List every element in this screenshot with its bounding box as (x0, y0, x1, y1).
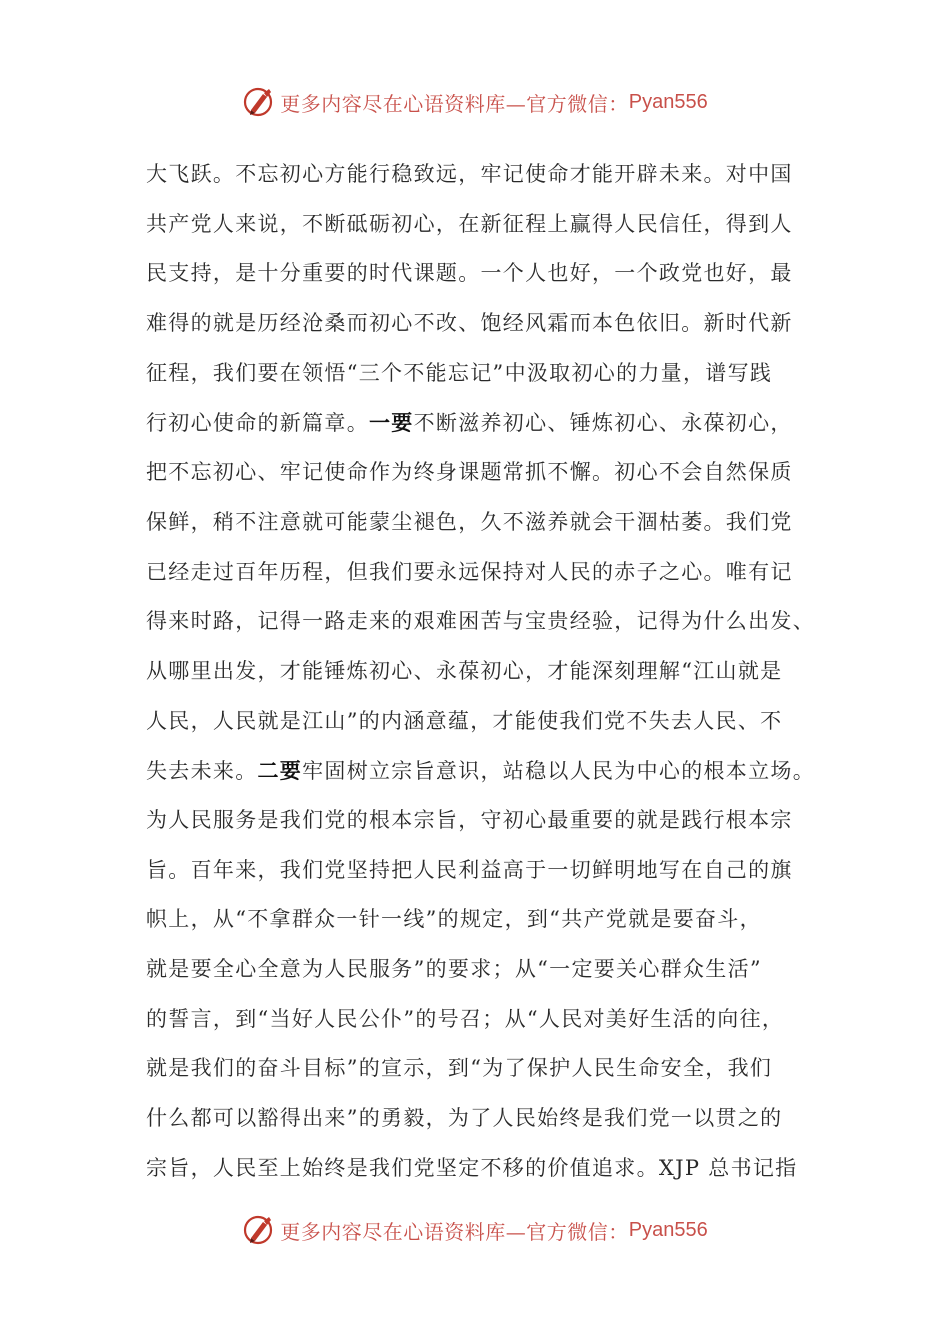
text-line: 人民，人民就是江山”的内涵意蕴，才能使我们党不失去人民、不 (146, 708, 783, 733)
banner-text: 更多内容尽在心语资料库—官方微信： (280, 91, 629, 116)
pen-logo-icon (242, 85, 276, 119)
text-line: 帜上，从“不拿群众一针一线”的规定，到“共产党就是要奋斗， (146, 907, 762, 932)
text-line: 得来时路，记得一路走来的艰难困苦与宝贵经验，记得为什么出发、 (146, 609, 815, 634)
bold-marker-one: 一要 (369, 410, 414, 436)
text-line: 征程，我们要在领悟“三个不能忘记”中汲取初心的力量，谱写践 (146, 360, 773, 385)
text-segment: 失去未来。 (146, 759, 258, 784)
text-line: 为人民服务是我们党的根本宗旨，守初心最重要的就是践行根本宗 (146, 807, 793, 832)
header-banner (0, 82, 950, 122)
text-segment: 不断滋养初心、锤炼初心、永葆初心， (413, 411, 793, 436)
text-segment: 行初心使命的新篇章。 (146, 411, 369, 436)
text-line (146, 398, 826, 448)
text-line: 从哪里出发，才能锤炼初心、永葆初心，才能深刻理解“江山就是 (146, 658, 783, 683)
text-line: 什么都可以豁得出来”的勇毅，为了人民始终是我们党一以贯之的 (146, 1106, 783, 1131)
text-line: 民支持，是十分重要的时代课题。一个人也好，一个政党也好，最 (146, 261, 793, 286)
document-body (146, 150, 826, 1193)
text-line (146, 746, 826, 796)
banner-text: 更多内容尽在心语资料库—官方微信： (280, 1219, 629, 1244)
bold-marker-two: 二要 (257, 758, 303, 784)
text-line: 共产党人来说，不断砥砺初心，在新征程上赢得人民信任，得到人 (146, 211, 793, 236)
text-line: 难得的就是历经沧桑而初心不改、饱经风霜而本色依旧。新时代新 (146, 311, 793, 336)
text-segment: 牢固树立宗旨意识，站稳以人民为中心的根本立场。 (302, 759, 816, 784)
text-line: 已经走过百年历程，但我们要永远保持对人民的赤子之心。唯有记 (146, 559, 793, 584)
text-line: 就是我们的奋斗目标”的宣示，到“为了保护人民生命安全，我们 (146, 1056, 773, 1081)
pen-logo-icon (242, 1213, 276, 1247)
wechat-id: Pyan556 (628, 90, 708, 113)
text-line: 的誓言，到“当好人民公仆”的号召；从“人民对美好生活的向往， (146, 1006, 785, 1031)
text-line: 旨。百年来，我们党坚持把人民利益高于一切鲜明地写在自己的旗 (146, 857, 793, 882)
wechat-id: Pyan556 (628, 1218, 708, 1241)
text-line: 把不忘初心、牢记使命作为终身课题常抓不懈。初心不会自然保质 (146, 460, 793, 485)
text-line: 就是要全心全意为人民服务”的要求；从“一定要关心群众生活” (146, 957, 762, 981)
text-line: 保鲜，稍不注意就可能蒙尘褪色，久不滋养就会干涸枯萎。我们党 (146, 509, 793, 534)
text-line: 大飞跃。不忘初心方能行稳致远，牢记使命才能开辟未来。对中国 (146, 162, 793, 186)
text-line: 宗旨，人民至上始终是我们党坚定不移的价值追求。XJP 总书记指 (146, 1155, 798, 1180)
footer-banner (0, 1210, 950, 1250)
